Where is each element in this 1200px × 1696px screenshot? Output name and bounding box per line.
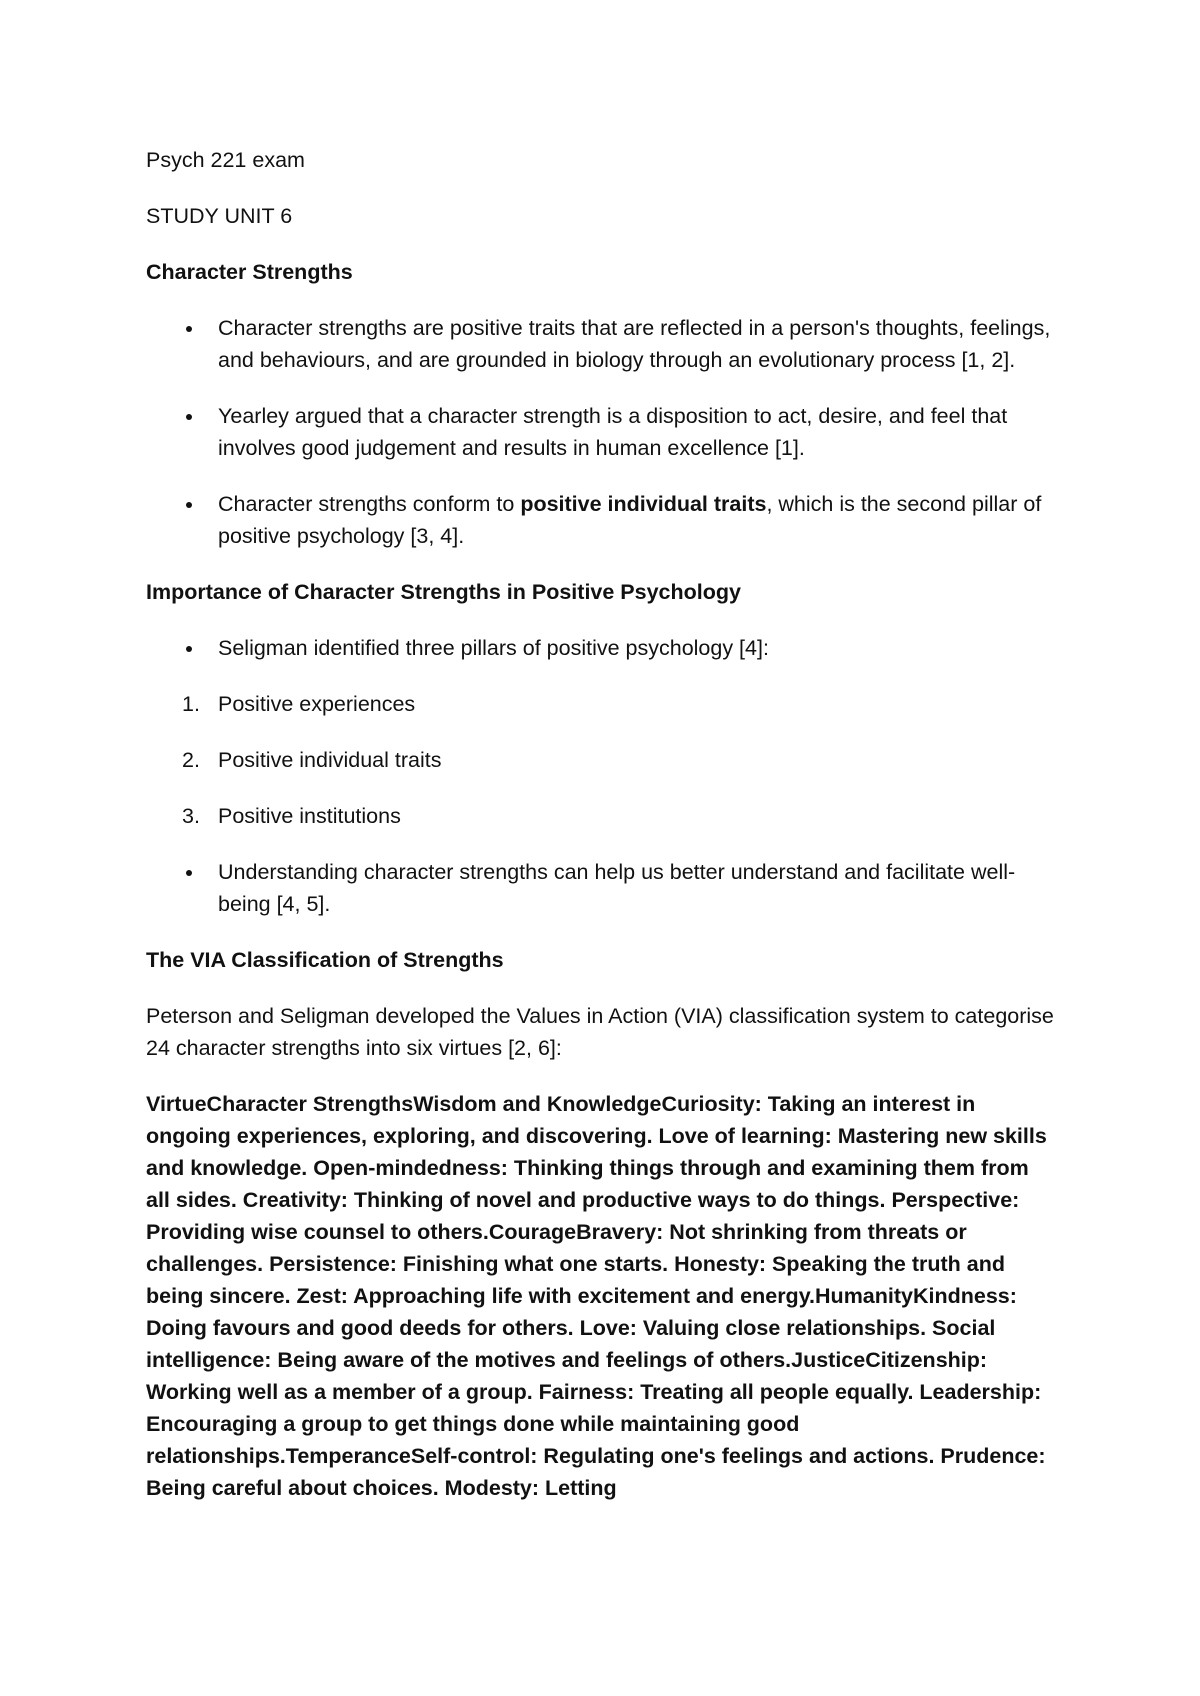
bullet-icon [186, 414, 192, 420]
list-item-text: Understanding character strengths can help us better understand and facilitate well-being [4, 5]. [218, 860, 1016, 916]
list-item-text: Positive experiences [218, 692, 416, 716]
list-number: 1. [182, 692, 200, 716]
list-item [146, 488, 1058, 552]
list-item-text: Positive individual traits [218, 748, 442, 772]
list-item [146, 800, 1058, 832]
bullet-icon [186, 326, 192, 332]
list-item [146, 856, 1058, 920]
list-item-text-pre: Character strengths conform to [218, 492, 521, 516]
list-item [146, 744, 1058, 776]
bullet-icon [186, 646, 192, 652]
bullet-icon [186, 502, 192, 508]
list-item [146, 688, 1058, 720]
study-unit: STUDY UNIT 6 [146, 204, 293, 228]
via-intro: Peterson and Seligman developed the Values in Action (VIA) classification system to categorise 24 character strengths into six virtues [2, 6]: [146, 1004, 1054, 1060]
list-item-text: Yearley argued that a character strength is a disposition to act, desire, and feel that involves good judgement and results in human excellence [1]. [218, 404, 1008, 460]
list-item [146, 400, 1058, 464]
virtue-strengths-text: VirtueCharacter StrengthsWisdom and KnowledgeCuriosity: Taking an interest in ongoing experiences, exploring, and discovering. Love of learning: Mastering new skills and knowledge. Open-mindedness: Thinking things through and examining them from all sides. Creativity: Thinking of novel and productive ways to do things. Perspective: Providing wise counsel to others.CourageBravery: Not shrinking from threats or challenges. Persistence: Finishing what one starts. Honesty: Speaking the truth and being sincere. Zest: Approaching life with excitement and energy.HumanityKindness: Doing favours and good deeds for others. Love: Valuing close relationships. Social intelligence: Being aware of the motives and feelings of others.JusticeCitizenship: Working well as a member of a group. Fairness: Treating all people equally. Leadership: Encouraging a group to get things done while maintaining good relationships.TemperanceSelf-control: Regulating one's feelings and actions. Prudence: Being careful about choices. Modesty: Letting [146, 1092, 1047, 1500]
list-number: 3. [182, 804, 200, 828]
bullet-icon [186, 870, 192, 876]
list-number: 2. [182, 748, 200, 772]
list-item [146, 312, 1058, 376]
exam-title: Psych 221 exam [146, 148, 305, 172]
list-item [146, 632, 1058, 664]
importance-closing-list [146, 856, 1058, 920]
heading-via-classification: The VIA Classification of Strengths [146, 948, 504, 972]
importance-intro-list [146, 632, 1058, 664]
character-strengths-list [146, 312, 1058, 552]
list-item-text-bold: positive individual traits [520, 492, 767, 516]
pillars-list [146, 688, 1058, 832]
heading-character-strengths: Character Strengths [146, 260, 353, 284]
list-item-text: Character strengths are positive traits that are reflected in a person's thoughts, feelings, and behaviours, and are grounded in biology through an evolutionary process [1, 2]. [218, 316, 1051, 372]
list-item-text: Positive institutions [218, 804, 401, 828]
heading-importance: Importance of Character Strengths in Positive Psychology [146, 580, 741, 604]
list-item-text: Seligman identified three pillars of positive psychology [4]: [218, 636, 769, 660]
document-content [146, 144, 1058, 1504]
list-item-text-post: , which is the second pillar of positive psychology [3, 4]. [218, 492, 1042, 548]
